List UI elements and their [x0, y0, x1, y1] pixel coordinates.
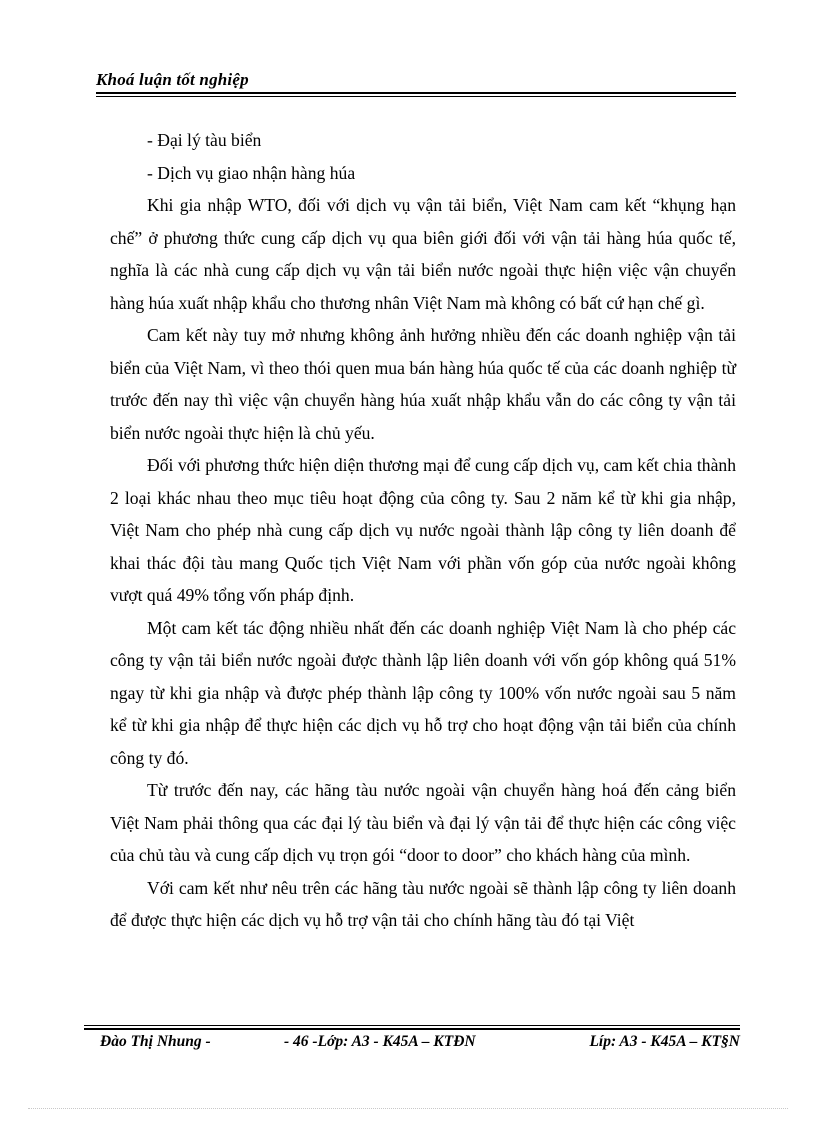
list-item: - Đại lý tàu biển — [147, 130, 262, 150]
paragraph: Từ trước đến nay, các hãng tàu nước ngoài vận chuyển hàng hoá đến cảng biển Việt Nam phải thông qua các đại lý tàu biển và đại lý vận tải để thực hiện các công việc của chủ tàu và cung cấp dịch vụ trọn gói “door to door” cho khách hàng của mình. — [110, 780, 736, 865]
page-edge-divider — [28, 1108, 788, 1109]
page-header-title: Khoá luận tốt nghiệp — [96, 70, 249, 89]
footer-author: Đào Thị Nhung - — [100, 1033, 211, 1050]
document-body — [110, 124, 736, 937]
list-item: - Dịch vụ giao nhận hàng húa — [147, 162, 356, 183]
footer-page-number: - 46 -Lớp: A3 - K45A – KTĐN — [284, 1033, 476, 1050]
paragraph: Khi gia nhập WTO, đối với dịch vụ vận tải biển, Việt Nam cam kết “khụng hạn chế” ở phương thức cung cấp dịch vụ qua biên giới đối với vận tải hàng húa quốc tế, nghĩa là các nhà cung cấp dịch vụ vận tải biển nước ngoài thực hiện việc vận chuyển hàng húa xuất nhập khẩu cho thương nhân Việt Nam mà không có bất cứ hạn chế gì. — [110, 195, 736, 313]
footer-class: Líp: A3 - K45A – KT§N — [589, 1033, 740, 1050]
header-rule-thin — [96, 96, 736, 97]
page-footer — [96, 1033, 740, 1055]
paragraph: Với cam kết như nêu trên các hãng tàu nước ngoài sẽ thành lập công ty liên doanh để được thực hiện các dịch vụ hỗ trợ vận tải cho chính hãng tàu đó tại Việt — [110, 877, 736, 930]
footer-rule-thick — [84, 1028, 740, 1030]
paragraph: Đối với phương thức hiện diện thương mại để cung cấp dịch vụ, cam kết chia thành 2 loại khác nhau theo mục tiêu hoạt động của công ty. Sau 2 năm kể từ khi gia nhập, Việt Nam cho phép nhà cung cấp dịch vụ nước ngoài thành lập công ty liên doanh để khai thác đội tàu mang Quốc tịch Việt Nam với phần vốn góp của nước ngoài không vượt quá 49% tổng vốn pháp định. — [110, 455, 736, 605]
paragraph: Một cam kết tác động nhiều nhất đến các doanh nghiệp Việt Nam là cho phép các công ty vận tải biển nước ngoài được thành lập liên doanh với vốn góp không quá 51% ngay từ khi gia nhập và được phép thành lập công ty 100% vốn nước ngoài sau 5 năm kể từ khi gia nhập để thực hiện các dịch vụ hỗ trợ cho hoạt động vận tải biển của chính công ty đó. — [110, 617, 736, 768]
footer-rule-thin — [84, 1025, 740, 1026]
header-rule-thick — [96, 92, 736, 94]
paragraph: Cam kết này tuy mở nhưng không ảnh hưởng nhiều đến các doanh nghiệp vận tải biển của Việt Nam, vì theo thói quen mua bán hàng húa quốc tế của các doanh nghiệp từ trước đến nay thì việc vận chuyển hàng húa xuất nhập khẩu vẫn do các công ty vận tải biển nước ngoài thực hiện là chủ yếu. — [110, 325, 736, 443]
